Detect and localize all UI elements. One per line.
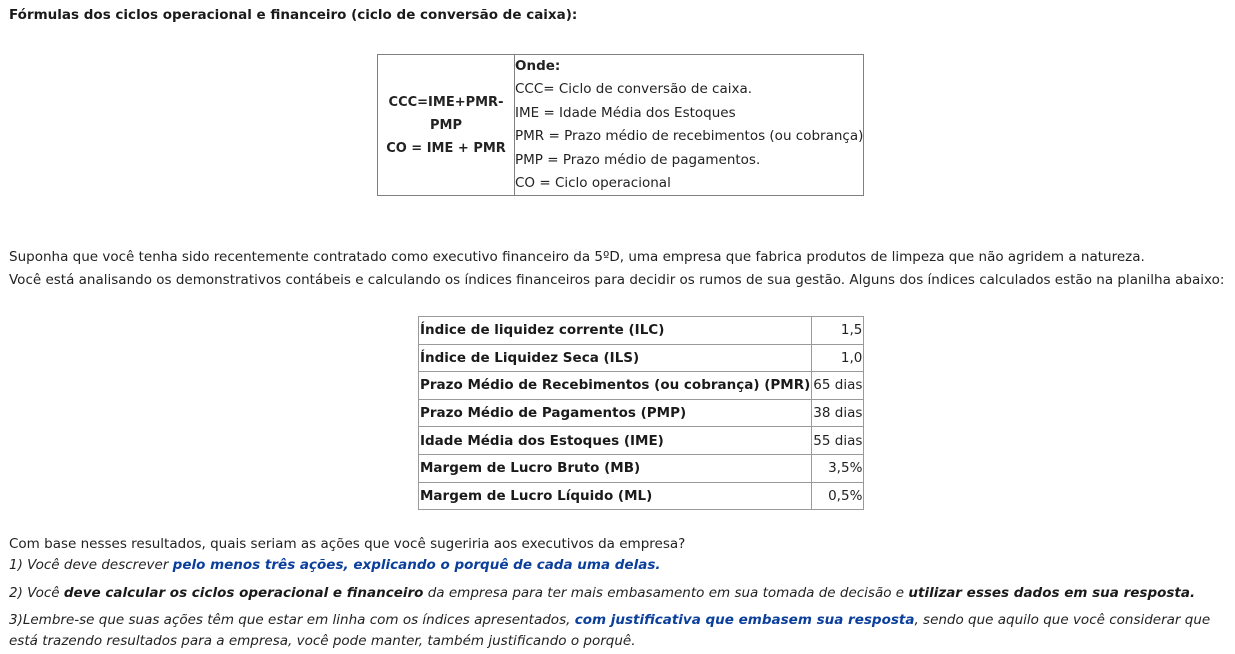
formula-cell	[378, 55, 515, 196]
co-formula: CO = IME + PMR	[386, 140, 506, 156]
instructions-list	[9, 555, 1224, 652]
index-value: 65 dias	[812, 372, 864, 400]
instruction-2-highlight: deve calcular os ciclos operacional e financeiro	[63, 585, 424, 601]
legend-pmp: PMP = Prazo médio de pagamentos.	[515, 151, 761, 168]
instruction-1	[9, 555, 1224, 576]
legend-pmr: PMR = Prazo médio de recebimentos (ou cobrança)	[515, 128, 864, 145]
table-row	[419, 344, 864, 372]
instruction-2-text-cont: da empresa para ter mais embasamento em sua tomada de decisão e	[423, 585, 909, 601]
index-value: 0,5%	[812, 482, 864, 510]
instruction-2-highlight-2: utilizar esses dados em sua resposta.	[908, 585, 1196, 601]
instruction-3-text-cont: , sendo que aquilo que você considerar que está trazendo resultados para a empresa, você pode manter, também justificando o porquê.	[9, 612, 1211, 649]
formula-table	[377, 54, 864, 196]
instruction-2-text: 2) Você	[9, 585, 64, 601]
intro-line-2: Você está analisando os demonstrativos contábeis e calculando os índices financeiros para decidir os rumos de sua gestão. Alguns dos índices calculados estão na planilha abaixo:	[9, 272, 1225, 288]
index-value: 1,0	[812, 344, 864, 372]
index-value: 1,5	[812, 317, 864, 345]
index-value: 55 dias	[812, 427, 864, 455]
instruction-3-text: 3)Lembre-se que suas ações têm que estar em linha com os índices apresentados,	[9, 612, 575, 628]
table-row	[419, 454, 864, 482]
index-value: 3,5%	[812, 454, 864, 482]
index-label: Índice de Liquidez Seca (ILS)	[419, 344, 812, 372]
instruction-3	[9, 610, 1224, 652]
instruction-3-highlight: com justificativa que embasem sua resposta	[574, 612, 915, 628]
index-value: 38 dias	[812, 399, 864, 427]
table-row	[419, 427, 864, 455]
ccc-formula: CCC=IME+PMR-PMP	[388, 94, 504, 133]
legend-cell	[515, 55, 864, 196]
instruction-2	[9, 583, 1224, 604]
indices-table	[418, 316, 864, 510]
legend-ccc: CCC= Ciclo de conversão de caixa.	[515, 81, 753, 98]
page-heading: Fórmulas dos ciclos operacional e financeiro (ciclo de conversão de caixa):	[9, 7, 578, 23]
table-row	[419, 317, 864, 345]
index-label: Prazo Médio de Recebimentos (ou cobrança) (PMR)	[419, 372, 812, 400]
legend-ime: IME = Idade Média dos Estoques	[515, 104, 736, 121]
instruction-1-text: 1) Você deve descrever	[9, 557, 173, 573]
index-label: Prazo Médio de Pagamentos (PMP)	[419, 399, 812, 427]
question-text: Com base nesses resultados, quais seriam as ações que você sugeriria aos executivos da empresa?	[9, 536, 686, 552]
intro-line-1: Suponha que você tenha sido recentemente contratado como executivo financeiro da 5ºD, uma empresa que fabrica produtos de limpeza que não agridem a natureza.	[9, 249, 1145, 265]
index-label: Margem de Lucro Líquido (ML)	[419, 482, 812, 510]
index-label: Margem de Lucro Bruto (MB)	[419, 454, 812, 482]
index-label: Índice de liquidez corrente (ILC)	[419, 317, 812, 345]
table-row	[419, 372, 864, 400]
index-label: Idade Média dos Estoques (IME)	[419, 427, 812, 455]
instruction-1-highlight: pelo menos três ações, explicando o porquê de cada uma delas.	[172, 557, 661, 573]
intro-text	[9, 246, 1224, 292]
legend-co: CO = Ciclo operacional	[515, 175, 671, 192]
table-row	[419, 482, 864, 510]
table-row	[419, 399, 864, 427]
legend-title: Onde:	[515, 58, 561, 74]
